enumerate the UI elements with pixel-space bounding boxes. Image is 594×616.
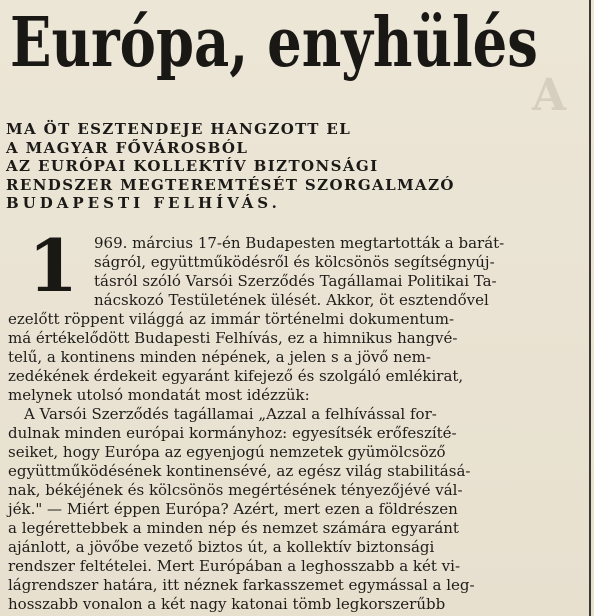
bleed-through-mark: A [532, 70, 567, 121]
subhead-line: BUDAPESTI FELHÍVÁS. [6, 194, 281, 212]
subhead-line: A MAGYAR FŐVÁROSBÓL [6, 138, 249, 157]
body-line: ezelőtt röppent világgá az immár történelmi dokumentum- [8, 310, 455, 328]
column-rule [589, 0, 591, 616]
body-line: nak, békéjének és kölcsönös megértésének tényezőjévé vál- [8, 481, 463, 499]
body-line: ajánlott, a jövőbe vezető biztos út, a kollektív biztonsági [8, 538, 435, 556]
body-line: tásról szóló Varsói Szerződés Tagállamai Politikai Ta- [94, 272, 497, 290]
headline: Európa, enyhülés [10, 3, 538, 83]
subhead-line: AZ EURÓPAI KOLLEKTÍV BIZTONSÁGI [6, 157, 379, 175]
body-line: a legérettebbek a minden nép és nemzet számára egyaránt [8, 519, 459, 537]
body-line: dulnak minden európai kormányhoz: egyesítsék erőfeszíté- [8, 424, 457, 442]
body-line: nácskozó Testületének ülését. Akkor, öt esztendővel [94, 291, 489, 309]
body-line: telű, a kontinens minden népének, a jelen s a jövő nem- [8, 348, 431, 366]
body-line: A Varsói Szerződés tagállamai „Azzal a felhívással for- [24, 405, 437, 423]
subheadline [6, 120, 526, 213]
body-line: zedékének érdekeit egyaránt kifejező és szolgáló emlékirat, [8, 367, 464, 385]
body-line: melynek utolsó mondatát most idézzük: [8, 386, 310, 404]
body-line: rendszer feltételei. Mert Európában a leghosszabb a két vi- [8, 557, 461, 575]
subhead-line: MA ÖT ESZTENDEJE HANGZOTT EL [6, 120, 352, 138]
subhead-line: RENDSZER MEGTEREMTÉSÉT SZORGALMAZÓ [6, 175, 455, 194]
drop-cap: 1 [28, 223, 79, 308]
body-line: hosszabb vonalon a két nagy katonai tömb legkorszerűbb [8, 595, 446, 613]
body-line: ságról, együttműködésről és kölcsönös segítségnyúj- [94, 253, 495, 271]
body-line: seiket, hogy Európa az egyenjogú nemzetek gyümölcsöző [8, 443, 446, 461]
body-line: má értékelődött Budapesti Felhívás, ez a himnikus hangvé- [8, 329, 458, 347]
body-line: lágrendszer határa, itt néznek farkasszemet egymással a leg- [8, 576, 475, 594]
body-line: jék." — Miért éppen Európa? Azért, mert ezen a földrészen [8, 500, 458, 518]
body-line: együttműködésének kontinensévé, az egész világ stabilitásá- [8, 462, 471, 480]
article-body [8, 223, 584, 614]
body-line: 969. március 17-én Budapesten megtartották a barát- [94, 234, 505, 252]
